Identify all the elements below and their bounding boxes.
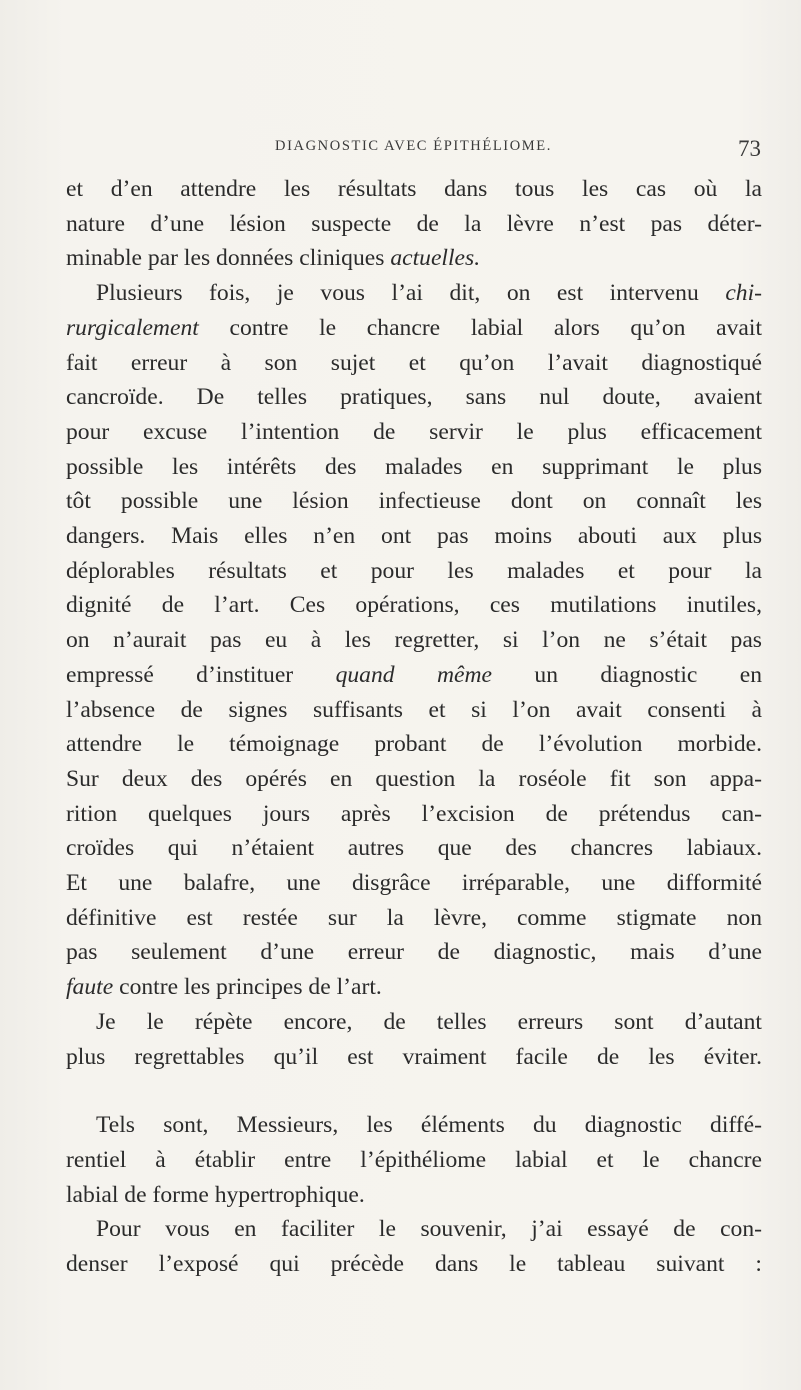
- paragraph-4: [66, 1108, 762, 1143]
- paragraph-1-end: [66, 241, 762, 276]
- text-line: Sur deux des opérés en question la roséole fit son appa-: [66, 765, 762, 792]
- body-text: [66, 172, 762, 1282]
- italic-text: rurgicalement: [66, 314, 199, 341]
- italic-text: quand même: [335, 661, 492, 688]
- text-run: contre le chancre labial alors qu’on avait: [229, 314, 763, 341]
- text-line: [66, 658, 762, 693]
- text-line: l’absence de signes suffisants et si l’on avait consenti à: [66, 696, 762, 723]
- paragraph-2: [66, 311, 762, 970]
- text-line: denser l’exposé qui précède dans le tableau suivant :: [66, 1251, 762, 1278]
- text-line: dignité de l’art. Ces opérations, ces mutilations inutiles,: [66, 592, 762, 619]
- paragraph-4-end: [66, 1178, 762, 1213]
- text-run: contre les principes de l’art.: [119, 974, 382, 1001]
- text-line: rentiel à établir entre l’épithéliome labial et le chancre: [66, 1146, 762, 1173]
- page-number: 73: [738, 136, 761, 161]
- text-run: minable par les données cliniques: [66, 245, 385, 272]
- text-line: dangers. Mais elles n’en ont pas moins abouti aux plus: [66, 523, 762, 550]
- text-run: empressé d’instituer: [66, 661, 294, 688]
- text-line: [66, 276, 762, 311]
- italic-text: faute: [66, 974, 114, 1001]
- text-line: Tels sont, Messieurs, les éléments du diagnostic diffé-: [96, 1112, 762, 1139]
- text-line: tôt possible une lésion infectieuse dont on connaît les: [66, 488, 762, 515]
- paragraph-3-end: [66, 1040, 762, 1075]
- text-line: pour excuse l’intention de servir le plus efficacement: [66, 418, 762, 445]
- paragraph-3: [66, 1005, 762, 1040]
- text-line: fait erreur à son sujet et qu’on l’avait diagnostiqué: [66, 349, 762, 376]
- text-run: un diagnostic en: [534, 661, 763, 688]
- text-line: labial de forme hypertrophique.: [66, 1181, 365, 1208]
- paragraph-gap: [66, 1074, 762, 1108]
- text-run: Plusieurs fois, je vous l’ai dit, on est intervenu: [96, 280, 699, 307]
- text-line: rition quelques jours après l’excision de prétendus can-: [66, 800, 762, 827]
- text-line: cancroïde. De telles pratiques, sans nul doute, avaient: [66, 384, 762, 411]
- text-line: croïdes qui n’étaient autres que des chancres labiaux.: [66, 835, 762, 862]
- paragraph-1: [66, 172, 762, 241]
- text-line: pas seulement d’une erreur de diagnostic, mais d’une: [66, 939, 762, 966]
- text-line: déplorables résultats et pour les malades et pour la: [66, 557, 762, 584]
- text-line: plus regrettables qu’il est vraiment facile de les éviter.: [66, 1043, 762, 1070]
- text-line: et d’en attendre les résultats dans tous les cas où la: [66, 176, 762, 202]
- text-line: attendre le témoignage probant de l’évolution morbide.: [66, 731, 762, 758]
- text-line: définitive est restée sur la lèvre, comme stigmate non: [66, 904, 762, 931]
- running-head: DIAGNOSTIC AVEC ÉPITHÉLIOME.: [275, 138, 552, 154]
- paragraph-4-mid: [66, 1143, 762, 1178]
- text-line: [66, 970, 762, 1005]
- paragraph-2-start: [66, 276, 762, 311]
- text-line: Pour vous en faciliter le souvenir, j’ai essayé de con-: [96, 1216, 762, 1243]
- text-line: nature d’une lésion suspecte de la lèvre n’est pas déter-: [66, 210, 762, 237]
- text-line: on n’aurait pas eu à les regretter, si l’on ne s’était pas: [66, 627, 762, 654]
- text-line: Je le répète encore, de telles erreurs sont d’autant: [96, 1008, 762, 1035]
- paragraph-5: [66, 1212, 762, 1247]
- text-line: possible les intérêts des malades en supprimant le plus: [66, 453, 762, 480]
- text-line: [66, 241, 762, 276]
- paragraph-2-end: [66, 970, 762, 1005]
- page-header: [66, 136, 761, 164]
- paragraph-5-end: [66, 1247, 762, 1282]
- italic-text: actuelles.: [390, 245, 481, 272]
- text-line: [66, 311, 762, 346]
- italic-text: chi-: [725, 280, 762, 307]
- text-line: Et une balafre, une disgrâce irréparable, une difformité: [66, 870, 762, 897]
